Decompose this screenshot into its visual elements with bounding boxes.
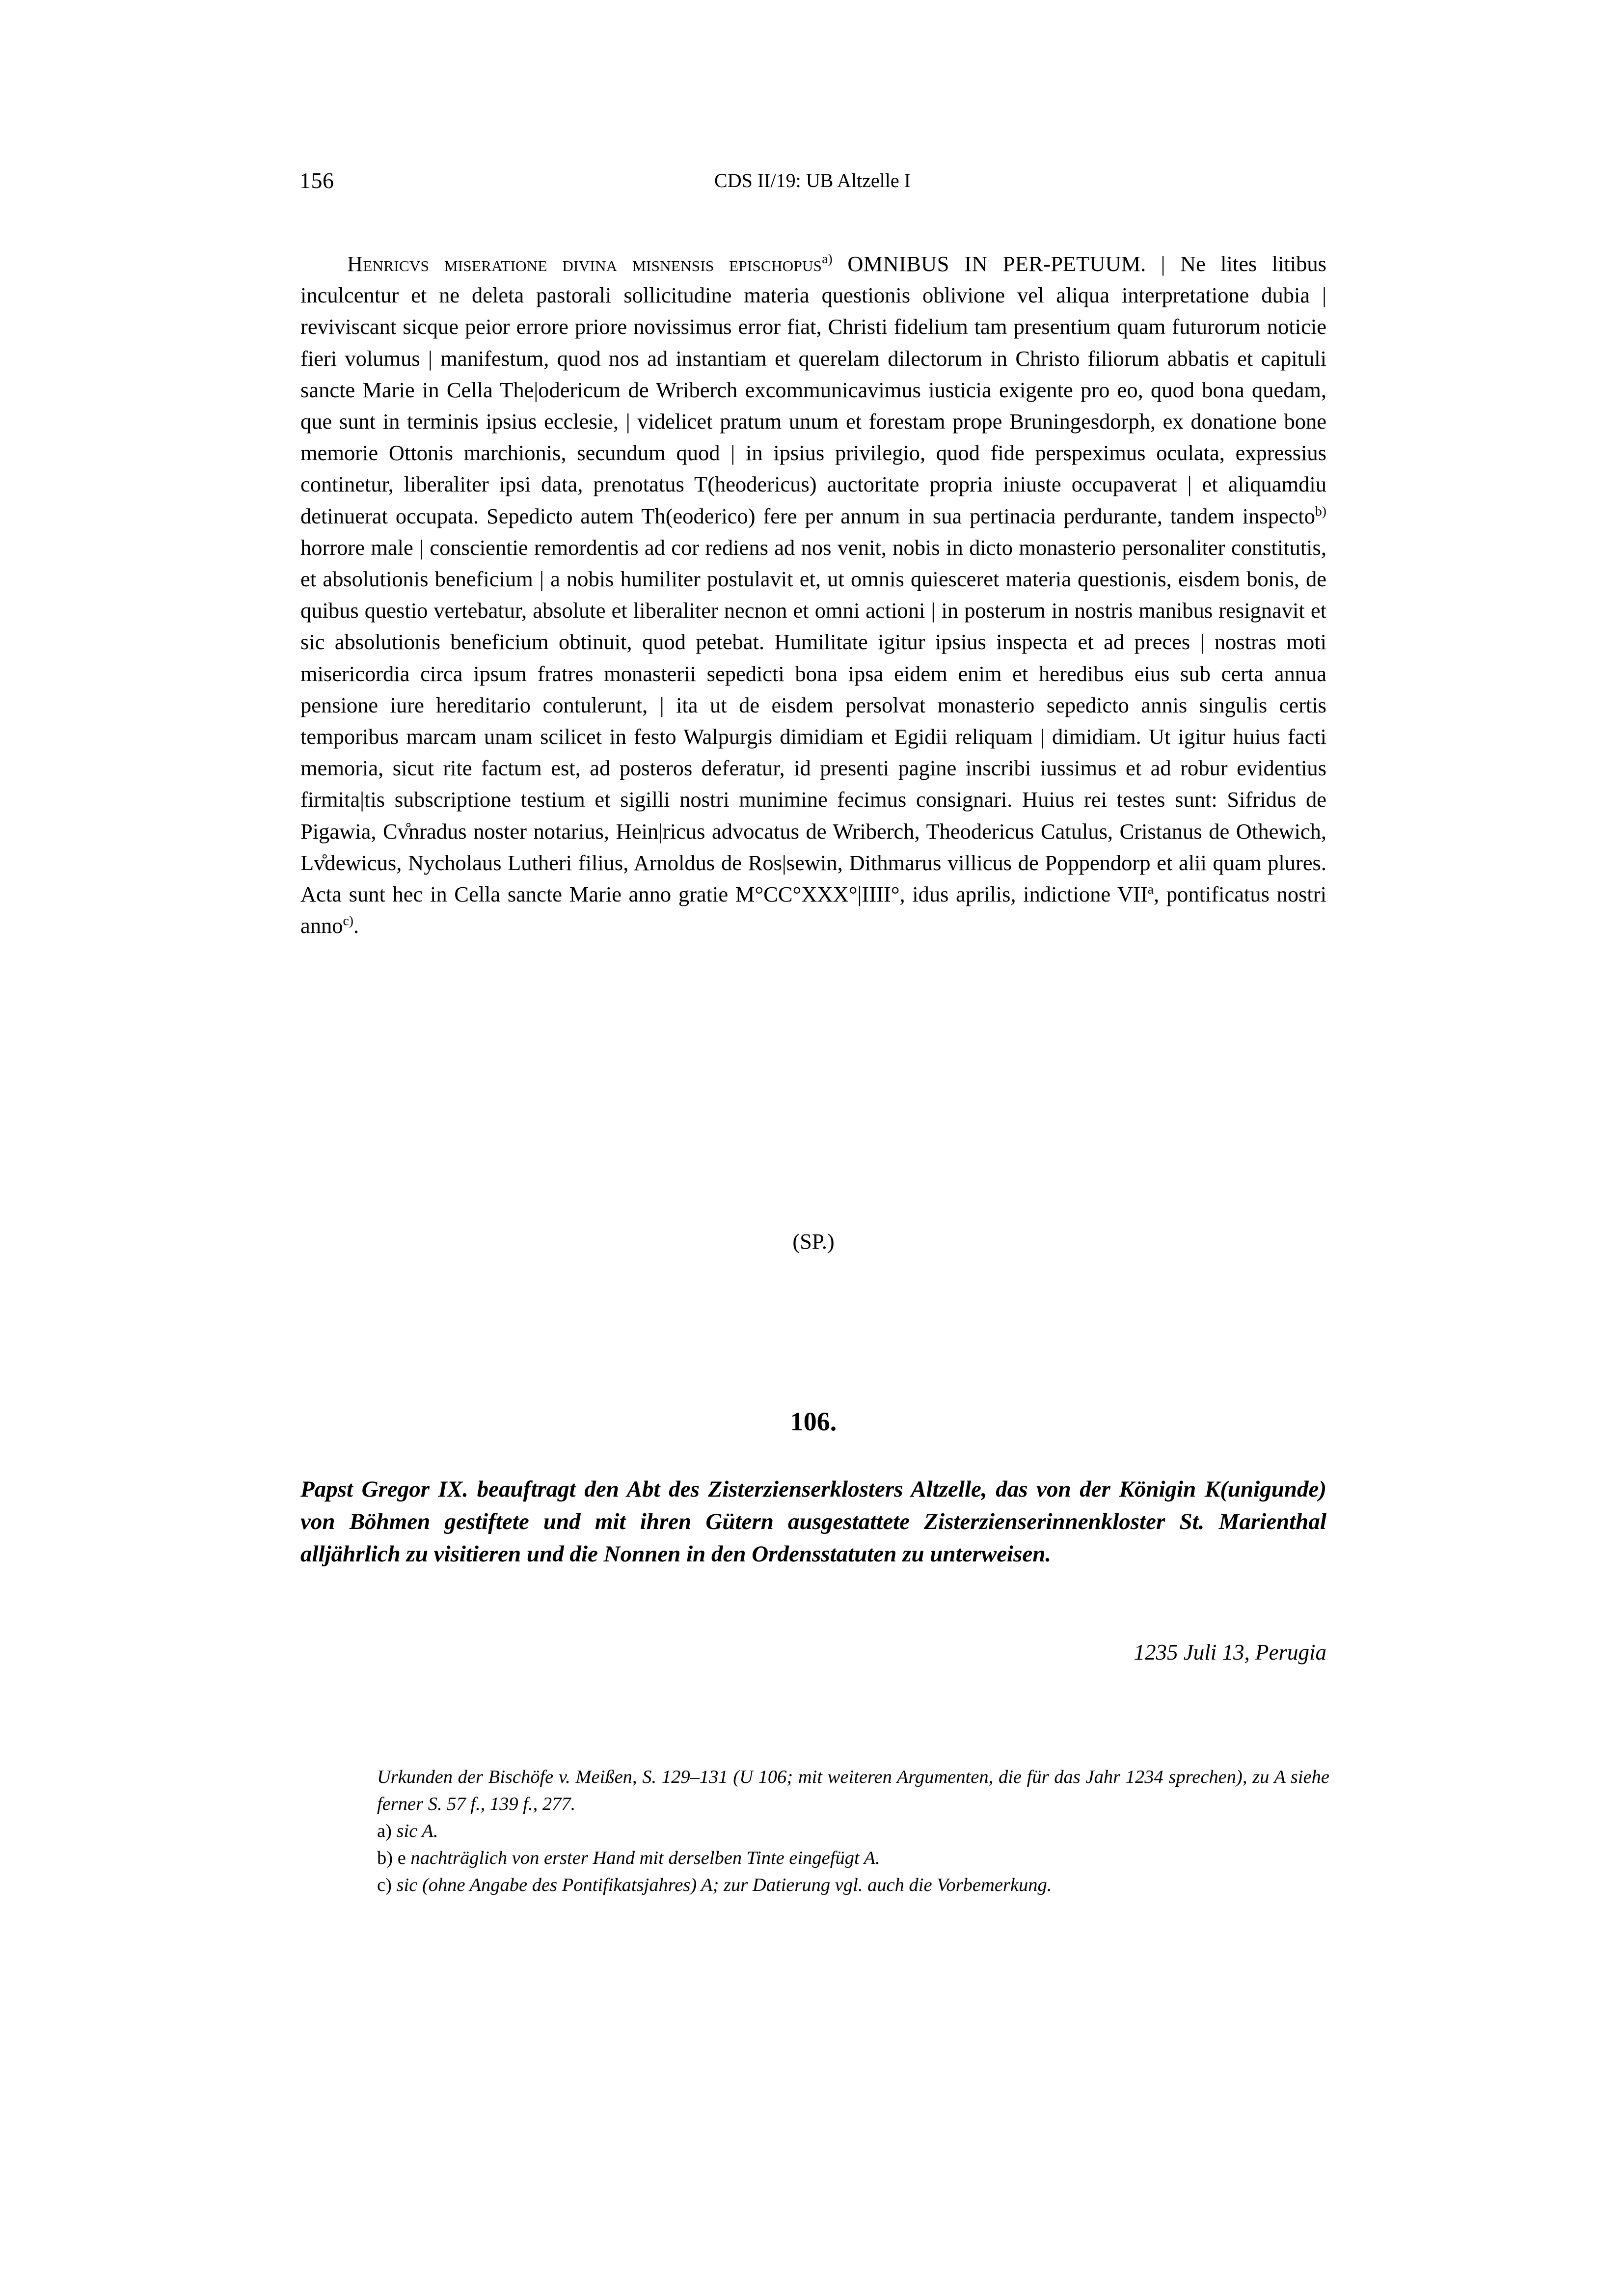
footnote-ref-b: b) [1315,503,1326,519]
charter-incipit: Henricvs miseratione divina misnensis epischopus [347,251,822,276]
footnote-a [377,1818,1329,1845]
footnote-c-text: sic (ohne Angabe des Pontifikatsjahres) A; zur Datierung vgl. auch die Vorbemerkung. [396,1875,1052,1895]
page-number: 156 [299,168,334,193]
critical-apparatus [377,1764,1329,1899]
seal-notation: (SP.) [792,1229,835,1254]
footnote-b-lemma: e [397,1848,406,1868]
footnote-ref-a: a) [822,251,833,267]
document-number: 106. [790,1407,837,1436]
footnote-ref-c: c) [343,913,353,929]
charter-incipit-tail: OMNIBUS IN PER- [832,251,1051,276]
charter-body-part3: , pontificatus nostri anno [300,882,1326,938]
date-place-line: 1235 Juli 13, Perugia [1134,1640,1326,1665]
footnote-c [377,1872,1329,1899]
footnote-b [377,1845,1329,1872]
running-head [299,166,1325,195]
source-reference: Urkunden der Bischöfe v. Meißen, S. 129–131 (U 106; mit weiteren Argumenten, die für das Jahr 1234 sprechen), zu A siehe ferner S. 57 f., 139 f., 277. [377,1767,1329,1814]
regest-text: Papst Gregor IX. beauftragt den Abt des Zisterzienserklosters Altzelle, das von der Königin K(unigunde) von Böhmen gestiftete und mit ihren Gütern ausgestattete Zisterzienserinnenkloster St. Marienthal alljährlich zu visitieren und die Nonnen in den Ordensstatuten zu unterweisen. [300,1476,1326,1567]
regest-block [300,1473,1326,1570]
charter-body-part2: horrore male | conscientie remordentis ad cor rediens ad nos venit, nobis in dicto monasterio personaliter constitutis, et absolutionis beneficium | a nobis humiliter postulavit et, ut omnis quiesceret materia questionis, eisdem bonis, de quibus questio vertebatur, absolute et liberaliter necnon et omni actioni | in posterum in nostris manibus resignavit et sic absolutionis beneficium obtinuit, quod petebat. Humilitate igitur ipsius inspecta et ad preces | nostras moti misericordia circa ipsum fratres monasterii sepedicti bona ipsa eidem enim et heredibus eius sub certa annua pensione iure hereditario contulerunt, | ita ut de eisdem persolvat monasterio sepedicto annis singulis certis temporibus marcam unam scilicet in festo Walpurgis dimidiam et Egidii reliquam | dimidiam. Ut igitur huius facti memoria, sicut rite factum est, ad posteros deferatur, id presenti pagine inscribi iussimus et ad robur evidentius firmita|tis subscriptione testium et sigilli nostri munimine fecimus consignari. Huius rei testes sunt: Sifridus de Pigawia, Cv̊nradus noster notarius, Hein|ricus advocatus de Wriberch, Theodericus Catulus, Cristanus de Othewich, Lv̊dewicus, Nycholaus Lutheri filius, Arnoldus de Ros|sewin, Dithmarus villicus de Poppendorp et alii quam plures. Acta sunt hec in Cella sancte Marie anno gratie M°CC°XXX°|IIII°, idus aprilis, indictione VII [300,535,1326,907]
running-title: CDS II/19: UB Altzelle I [714,169,911,191]
charter-body-part4: . [353,913,359,938]
footnote-b-marker: b) [377,1848,393,1868]
charter-paragraph [300,248,1326,941]
footnote-b-text: nachträglich von erster Hand mit derselben Tinte eingefügt A. [410,1848,880,1868]
charter-text [300,248,1326,941]
footnote-c-marker: c) [377,1875,392,1895]
footnote-a-marker: a) [377,1821,392,1841]
indiction-superscript: a [1147,881,1154,897]
footnote-a-text: sic A. [396,1821,438,1841]
charter-body-part1: PETUUM. | Ne lites litibus inculcentur et ne deleta pastorali sollicitudine materia questionis oblivione vel aliqua interpretatione dubia | reviviscant sicque peior errore priore novissimus error fiat, Christi fidelium tam presentium quam futurorum noticie fieri volumus | manifestum, quod nos ad instantiam et querelam dilectorum in Christo filiorum abbatis et capituli sancte Marie in Cella The|odericum de Wriberch excommunicavimus iusticia exigente pro eo, quod bona quedam, que sunt in terminis ipsius ecclesie, | videlicet pratum unum et forestam prope Bruningesdorph, ex donatione bone memorie Ottonis marchionis, secundum quod | in ipsius privilegio, quod fide perspeximus oculata, expressius continetur, liberaliter ipsi data, prenotatus T(heodericus) auctoritate propria iniuste occupaverat | et aliquamdiu detinuerat occupata. Sepedicto autem Th(eoderico) fere per annum in sua pertinacia perdurante, tandem inspecto [300,251,1326,528]
